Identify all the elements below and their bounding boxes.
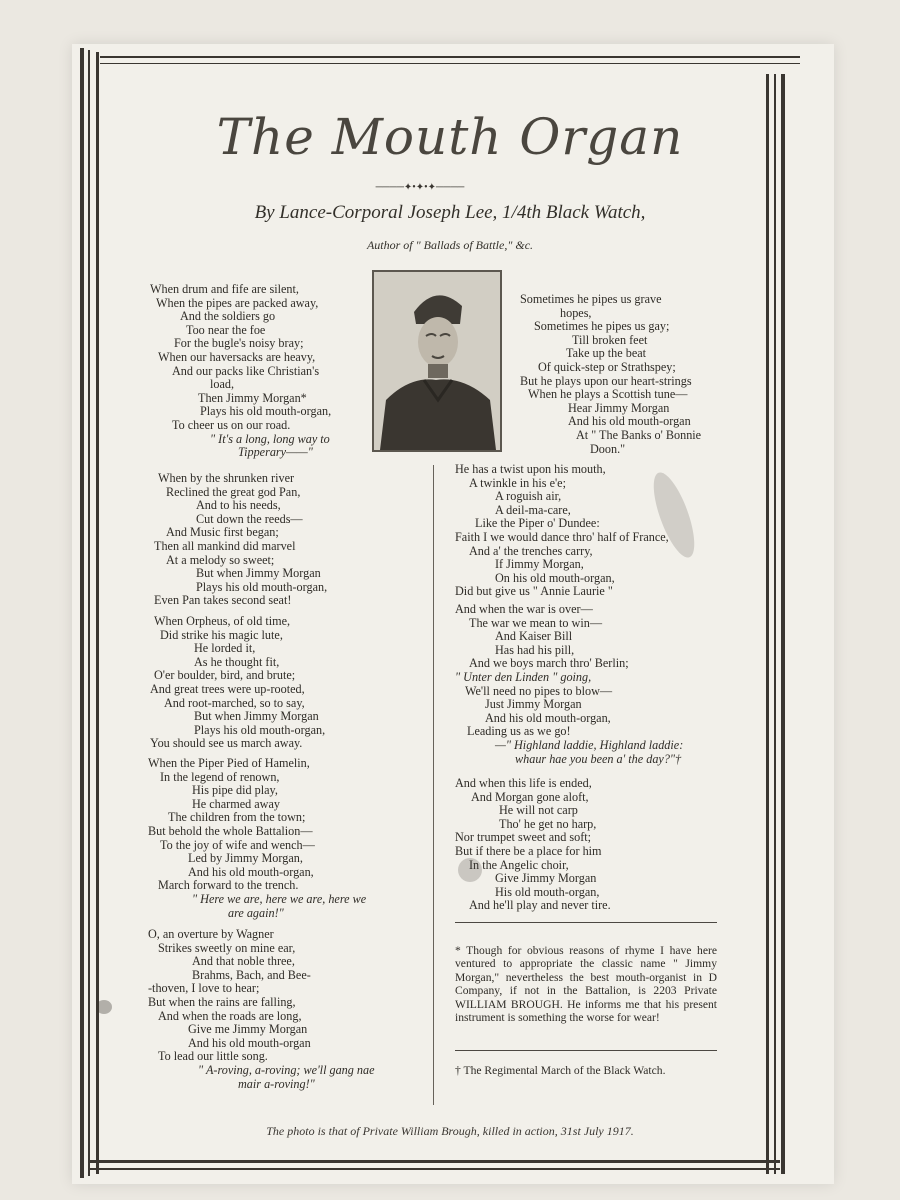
poem-line: A deil-ma-care, [495,502,571,517]
border-rule-top-2 [100,63,800,64]
poem-line: Then Jimmy Morgan* [198,390,307,405]
poem-line: In the Angelic choir, [469,857,569,872]
poem-line: He has a twist upon his mouth, [455,462,606,476]
border-rule-bottom-1 [90,1160,780,1163]
footnote-dagger: † The Regimental March of the Black Watch. [455,1064,666,1077]
poem-line: Led by Jimmy Morgan, [188,851,303,866]
poem-line: The children from the town; [168,810,306,825]
poem-line: And his old mouth-organ, [188,864,314,879]
poem-line: When Orpheus, of old time, [154,614,291,628]
poem-line: Tho' he get no harp, [499,816,597,831]
poem-line: " Unter den Linden " going, [455,669,592,684]
poem-line: Hear Jimmy Morgan [568,400,670,415]
poem-line: When drum and fife are silent, [150,282,299,296]
left-stanza-5 [148,928,375,1091]
poem-line: load, [210,377,235,392]
poem-line: His old mouth-organ, [495,884,600,899]
poem-line: Strikes sweetly on mine ear, [158,940,296,955]
left-stanza-3 [150,615,325,751]
poem-line: Plays his old mouth-organ, [196,579,328,594]
poem-line: When our haversacks are heavy, [158,349,316,364]
footnote-rule-bottom [455,1050,717,1051]
border-rule-top-1 [100,56,800,58]
poem-line: And that noble three, [192,954,295,969]
right-stanza-2 [455,463,669,599]
poem-line: To the joy of wife and wench— [160,837,315,852]
poem-line: When the pipes are packed away, [156,295,319,310]
poem-line: Sometimes he pipes us gay; [534,319,670,334]
poem-line: A roguish air, [495,489,562,504]
poem-line: And Morgan gone aloft, [471,789,589,804]
poem-line: Sometimes he pipes us grave [520,292,662,306]
poem-line: A twinkle in his e'e; [469,475,566,490]
poem-line: But when Jimmy Morgan [194,709,319,724]
poem-line: And a' the trenches carry, [469,543,593,558]
soldier-portrait-image [374,272,500,450]
poem-line: You should see us march away. [150,736,303,751]
poem-line: Reclined the great god Pan, [166,484,301,499]
poem-line: Has had his pill, [495,642,575,657]
poem-line: Too near the foe [186,322,266,337]
left-stanza-2 [150,472,327,608]
poem-line: If Jimmy Morgan, [495,557,584,572]
byline: By Lance-Corporal Joseph Lee, 1/4th Black Watch, [254,202,646,223]
poem-line: O'er boulder, bird, and brute; [154,668,296,683]
footnote-star: * Though for obvious reasons of rhyme I have here ventured to appropriate the classic name " Jimmy Morgan," nevertheless the best mouth-organist in D Company, if not in the Battalion, is 2203 Private WILLIAM BROUGH. He informs me that his present instrument is something the worse for wear! [455,944,717,1025]
poem-line: " It's a long, long way to [210,431,330,446]
poem-line: are again!" [228,905,284,920]
poem-line: And when the war is over— [455,602,593,616]
poem-line: To lead our little song. [158,1049,268,1064]
poem-line: Even Pan takes second seat! [154,593,292,608]
poem-line: Just Jimmy Morgan [485,697,582,712]
poem-line: When by the shrunken river [158,471,295,485]
poem-line: Give me Jimmy Morgan [188,1022,308,1037]
poem-line: He will not carp [499,803,578,818]
poem-line: And our packs like Christian's [172,363,320,378]
poem-line: And his old mouth-organ [188,1035,311,1050]
paper-stain [458,858,482,882]
poem-line: But when the rains are falling, [148,994,296,1009]
right-stanza-1 [520,293,701,456]
poem-line: And root-marched, so to say, [164,695,305,710]
poem-line: To cheer us on our road. [172,417,291,432]
poem-line: Plays his old mouth-organ, [194,722,326,737]
poem-line: And we boys march thro' Berlin; [469,656,629,671]
poem-line: But he plays upon our heart-strings [520,373,692,388]
poem-line: hopes, [560,305,592,320]
column-divider [433,465,434,1105]
poem-line: Did but give us " Annie Laurie " [455,584,613,599]
poem-line: " Here we are, here we are, here we [192,891,367,906]
poem-line: At a melody so sweet; [166,552,275,567]
poem-line: Nor trumpet sweet and soft; [455,830,592,845]
poem-line: " A-roving, a-roving; we'll gang nae [198,1062,375,1077]
poem-line: The war we mean to win— [469,615,603,630]
poem-line: In the legend of renown, [160,769,280,784]
poem-line: Till broken feet [572,332,648,347]
poem-line: And great trees were up-rooted, [150,681,305,696]
poem-line: At " The Banks o' Bonnie [576,427,702,442]
poem-line: His pipe did play, [192,783,278,798]
author-note: Author of " Ballads of Battle," &c. [366,238,534,252]
poem-line: When he plays a Scottish tune— [528,387,688,402]
poem-line: But behold the whole Battalion— [148,823,313,838]
poem-line: Tipperary——" [238,445,313,460]
left-stanza-4 [148,757,366,920]
poem-line: O, an overture by Wagner [148,927,274,941]
poem-line: -thoven, I love to hear; [148,981,260,996]
poem-line: Take up the beat [566,346,647,361]
poem-line: And when this life is ended, [455,776,592,790]
footnote-rule-top [455,922,717,923]
paper-stain [96,1000,112,1014]
title-ornament: ────✦•✦•✦──── [375,182,465,193]
right-stanza-4 [455,777,611,913]
poem-line: Then all mankind did marvel [154,538,296,553]
poem-line: And his old mouth-organ [568,414,691,429]
poem-line: Faith I we would dance thro' half of France, [455,529,669,544]
portrait-photo [372,270,502,452]
poem-line: On his old mouth-organ, [495,570,615,585]
poem-title: The Mouth Organ [216,108,684,166]
left-stanza-1 [150,283,331,460]
poem-line: He lorded it, [194,641,256,656]
poem-line: Like the Piper o' Dundee: [475,516,600,531]
poem-line: And to his needs, [196,498,281,513]
poem-line: mair a-roving!" [238,1076,315,1091]
poem-line: Doon." [590,441,626,456]
border-rule-bottom-2 [90,1168,780,1170]
poem-line: He charmed away [192,796,280,811]
poem-line: But if there be a place for him [455,843,602,858]
poem-line: But when Jimmy Morgan [196,566,321,581]
poem-line: whaur hae you been a' the day?"† [515,751,682,766]
poem-line: As he thought fit, [194,654,280,669]
poem-line: And the soldiers go [180,309,276,324]
poem-line: When the Piper Pied of Hamelin, [148,756,310,770]
poem-line: Did strike his magic lute, [160,627,283,642]
poem-line: Brahms, Bach, and Bee- [192,967,311,982]
poem-line: Leading us as we go! [467,724,571,739]
poem-line: Cut down the reeds— [196,511,303,526]
poem-line: And his old mouth-organ, [485,710,611,725]
photo-caption: The photo is that of Private William Brough, killed in action, 31st July 1917. [266,1124,634,1138]
poem-line: Plays his old mouth-organ, [200,404,332,419]
poem-line: And when the roads are long, [158,1008,302,1023]
poem-line: And he'll play and never tire. [469,898,611,913]
right-stanza-3 [455,603,683,766]
poem-line: And Kaiser Bill [495,629,573,644]
poem-line: —" Highland laddie, Highland laddie: [495,737,684,752]
poem-line: Give Jimmy Morgan [495,871,597,886]
poem-line: March forward to the trench. [158,878,299,893]
poem-line: And Music first began; [166,525,279,540]
poem-line: For the bugle's noisy bray; [174,336,304,351]
poem-line: Of quick-step or Strathspey; [538,359,676,374]
poem-line: We'll need no pipes to blow— [465,683,613,698]
